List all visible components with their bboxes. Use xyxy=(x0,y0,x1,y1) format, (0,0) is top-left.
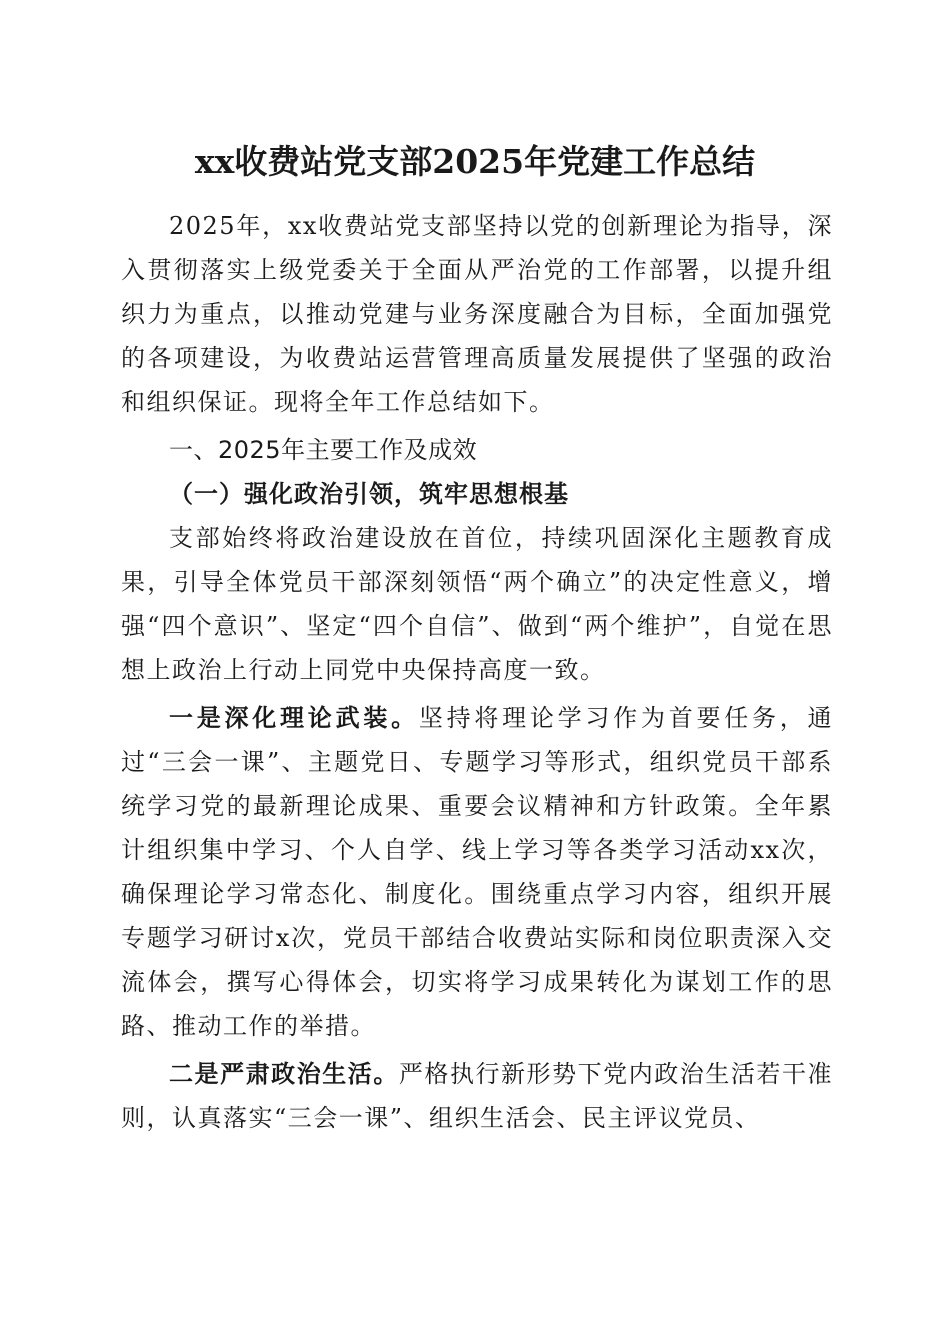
item-lead-2: 二是严肃政治生活。 xyxy=(169,1059,399,1088)
section-heading: 一、2025年主要工作及成效 xyxy=(169,436,478,464)
subsection-heading: （一）强化政治引领，筑牢思想根基 xyxy=(169,479,569,508)
item-lead-1: 一是深化理论武装。 xyxy=(169,703,419,732)
intro-paragraph: 2025年，xx收费站党支部坚持以党的创新理论为指导，深入贯彻落实上级党委关于全面从严治党的工作部署，以提升组织力为重点，以推动党建与业务深度融合为目标，全面加强党的各项建设，为收费站运营管理高质量发展提供了坚强的政治和组织保证。现将全年工作总结如下。 xyxy=(121,212,833,416)
subsection-paragraph: 支部始终将政治建设放在首位，持续巩固深化主题教育成果，引导全体党员干部深刻领悟“两个确立”的决定性意义，增强“四个意识”、坚定“四个自信”、做到“两个维护”，自觉在思想上政治上行动上同党中央保持高度一致。 xyxy=(121,524,833,684)
item-paragraph-2 xyxy=(121,1052,833,1140)
item-text-2: 严格执行新形势下党内政治生活若干准则，认真落实“三会一课”、组织生活会、民主评议党员、 xyxy=(121,1060,833,1132)
item-text-1: 坚持将理论学习作为首要任务，通过“三会一课”、主题党日、专题学习等形式，组织党员干部系统学习党的最新理论成果、重要会议精神和方针政策。全年累计组织集中学习、个人自学、线上学习等各类学习活动xx次，确保理论学习常态化、制度化。围绕重点学习内容，组织开展专题学习研讨x次，党员干部结合收费站实际和岗位职责深入交流体会，撰写心得体会，切实将学习成果转化为谋划工作的思路、推动工作的举措。 xyxy=(121,704,834,1040)
document-title: xx收费站党支部2025年党建工作总结 xyxy=(194,142,756,181)
item-paragraph-1 xyxy=(121,696,833,1048)
document-body xyxy=(121,204,833,1140)
